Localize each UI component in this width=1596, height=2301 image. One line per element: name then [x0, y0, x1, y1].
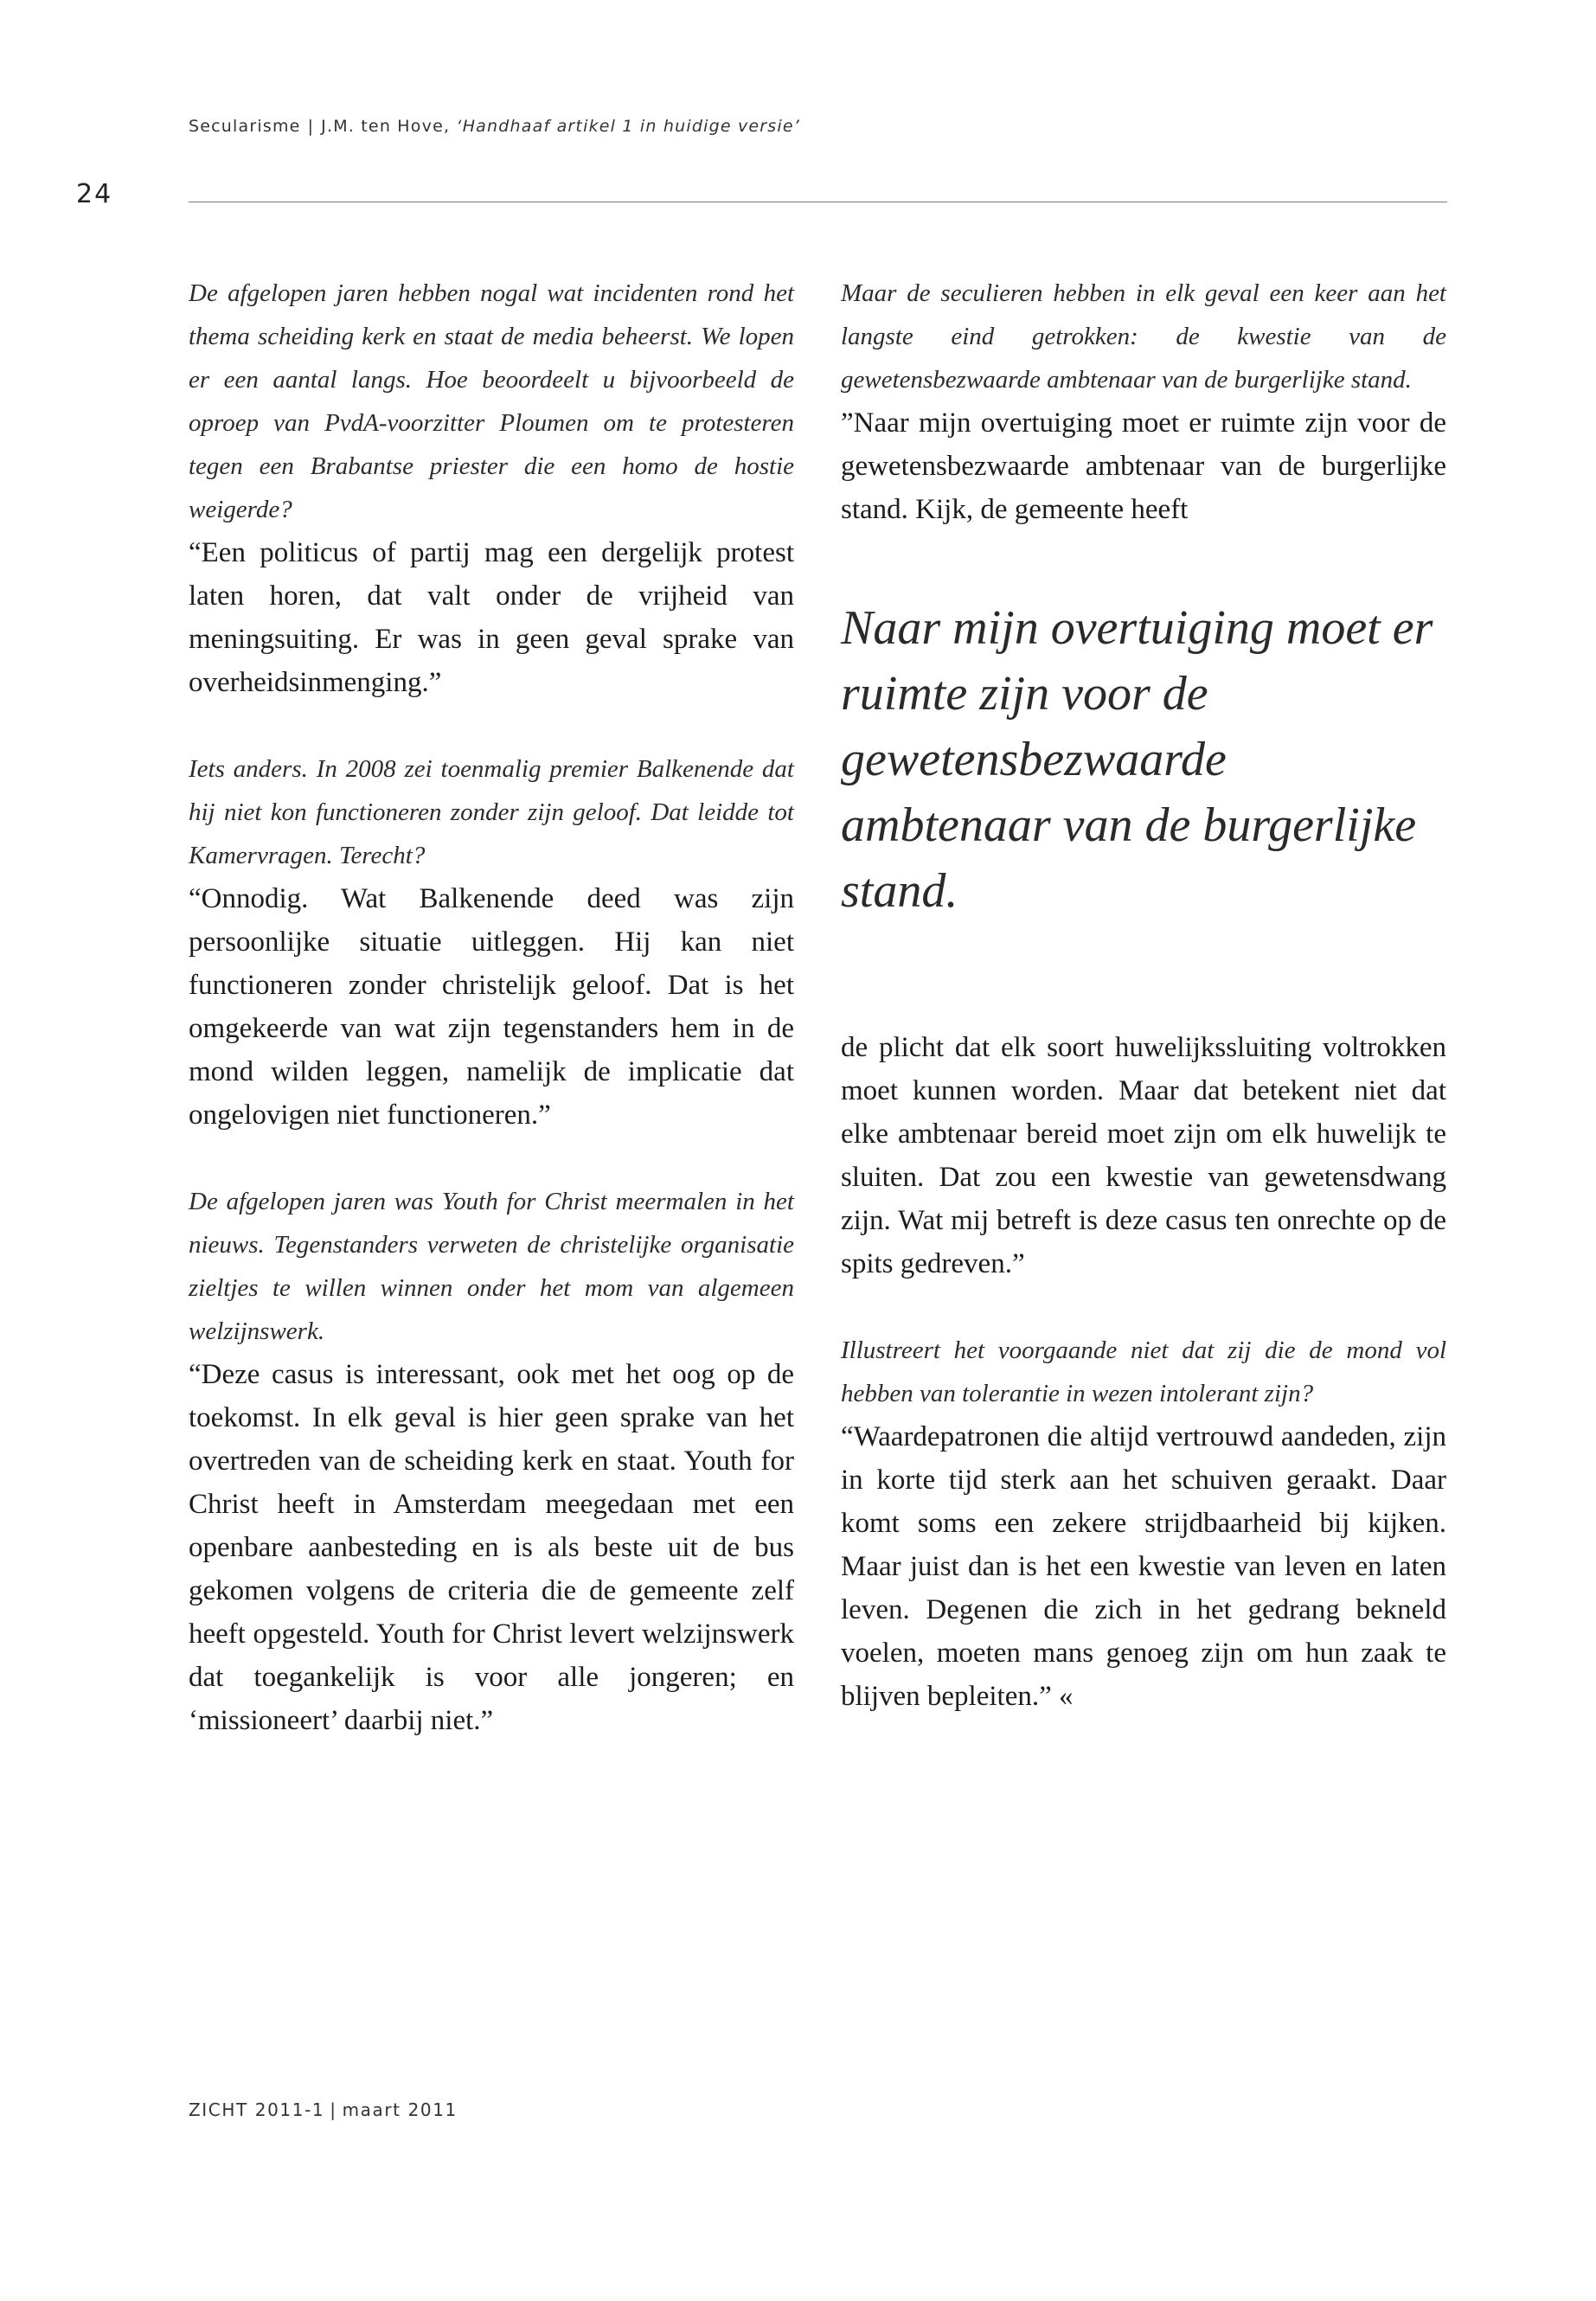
paragraph-gap	[841, 1285, 1446, 1329]
question-tolerantie: Illustreert het voorgaande niet dat zij die de mond vol hebben van tolerantie in wezen intolerant zijn?	[841, 1336, 1446, 1407]
right-column	[841, 272, 1446, 1718]
running-header	[189, 117, 800, 136]
header-separator: |	[307, 117, 315, 136]
footer-publication: ZICHT 2011-1	[189, 2099, 325, 2120]
answer-ploumen: “Een politicus of partij mag een dergelijk protest laten horen, dat valt onder de vrijheid van meningsuiting. Er was in geen geval sprake van overheidsinmenging.”	[189, 537, 794, 698]
answer-gewetensbezwaarde-part-1: ”Naar mijn overtuiging moet er ruimte zijn voor de gewetensbezwaarde ambtenaar van de burgerlijke stand. Kijk, de gemeente heeft	[841, 407, 1446, 525]
footer-separator: |	[330, 2099, 337, 2120]
answer-balkenende: “Onnodig. Wat Balkenende deed was zijn persoonlijke situatie uitleggen. Hij kan niet functioneren zonder christelijk geloof. Dat is het omgekeerde van wat zijn tegenstanders hem in de mond wilden leggen, namelijk de implicatie dat ongelovigen niet functioneren.”	[189, 883, 794, 1131]
paragraph-gap	[189, 704, 794, 747]
page-number: 24	[76, 179, 113, 209]
question-balkenende: Iets anders. In 2008 zei toenmalig premier Balkenende dat hij niet kon functioneren zonder zijn geloof. Dat leidde tot Kamervragen. Terecht?	[189, 755, 794, 869]
footer-date: maart 2011	[342, 2099, 458, 2120]
pull-quote: Naar mijn overtuiging moet er ruimte zijn voor de gewetensbezwaarde ambtenaar van de burgerlijke stand.	[841, 601, 1433, 918]
question-ploumen: De afgelopen jaren hebben nogal wat incidenten rond het thema scheiding kerk en staat de media beheerst. We lopen er een aantal langs. Hoe beoordeelt u bijvoorbeeld de oproep van PvdA-voorzitter Ploumen om te protesteren tegen een Brabantse priester die een homo de hostie weigerde?	[189, 279, 794, 523]
header-section: Secularisme	[189, 117, 301, 136]
header-article-title: ‘Handhaaf artikel 1 in huidige versie’	[456, 117, 801, 136]
answer-youth-for-christ: “Deze casus is interessant, ook met het oog op de toekomst. In elk geval is hier geen sprake van het overtreden van de scheiding kerk en staat. Youth for Christ heeft in Amsterdam meegedaan met een openbare aanbesteding en is als beste uit de bus gekomen volgens de criteria die de gemeente zelf heeft opgesteld. Youth for Christ levert welzijnswerk dat toegankelijk is voor alle jongeren; en ‘missioneert’ daarbij niet.”	[189, 1359, 794, 1736]
footer	[189, 2099, 458, 2120]
question-youth-for-christ: De afgelopen jaren was Youth for Christ meermalen in het nieuws. Tegenstanders verweten de christelijke organisatie zieltjes te willen winnen onder het mom van algemeen welzijnswerk.	[189, 1188, 794, 1345]
left-column	[189, 272, 794, 1742]
paragraph-gap	[189, 1137, 794, 1180]
header-author: J.M. ten Hove,	[321, 117, 451, 136]
answer-gewetensbezwaarde-part-2: de plicht dat elk soort huwelijkssluiting voltrokken moet kunnen worden. Maar dat betekent niet dat elke ambtenaar bereid moet zijn om elk huwelijk te sluiten. Dat zou een kwestie van gewetensdwang zijn. Wat mij betreft is deze casus ten onrechte op de spits gedreven.”	[841, 1032, 1446, 1279]
question-gewetensbezwaarde: Maar de seculieren hebben in elk geval een keer aan het langste eind getrokken: de kwestie van de gewetensbezwaarde ambtenaar van de burgerlijke stand.	[841, 279, 1446, 394]
answer-tolerantie: “Waardepatronen die altijd vertrouwd aandeden, zijn in korte tijd sterk aan het schuiven geraakt. Daar komt soms een zekere strijdbaarheid bij kijken. Maar juist dan is het een kwestie van leven en laten leven. Degenen die zich in het gedrang bekneld voelen, moeten mans genoeg zijn om hun zaak te blijven bepleiten.” «	[841, 1421, 1446, 1712]
